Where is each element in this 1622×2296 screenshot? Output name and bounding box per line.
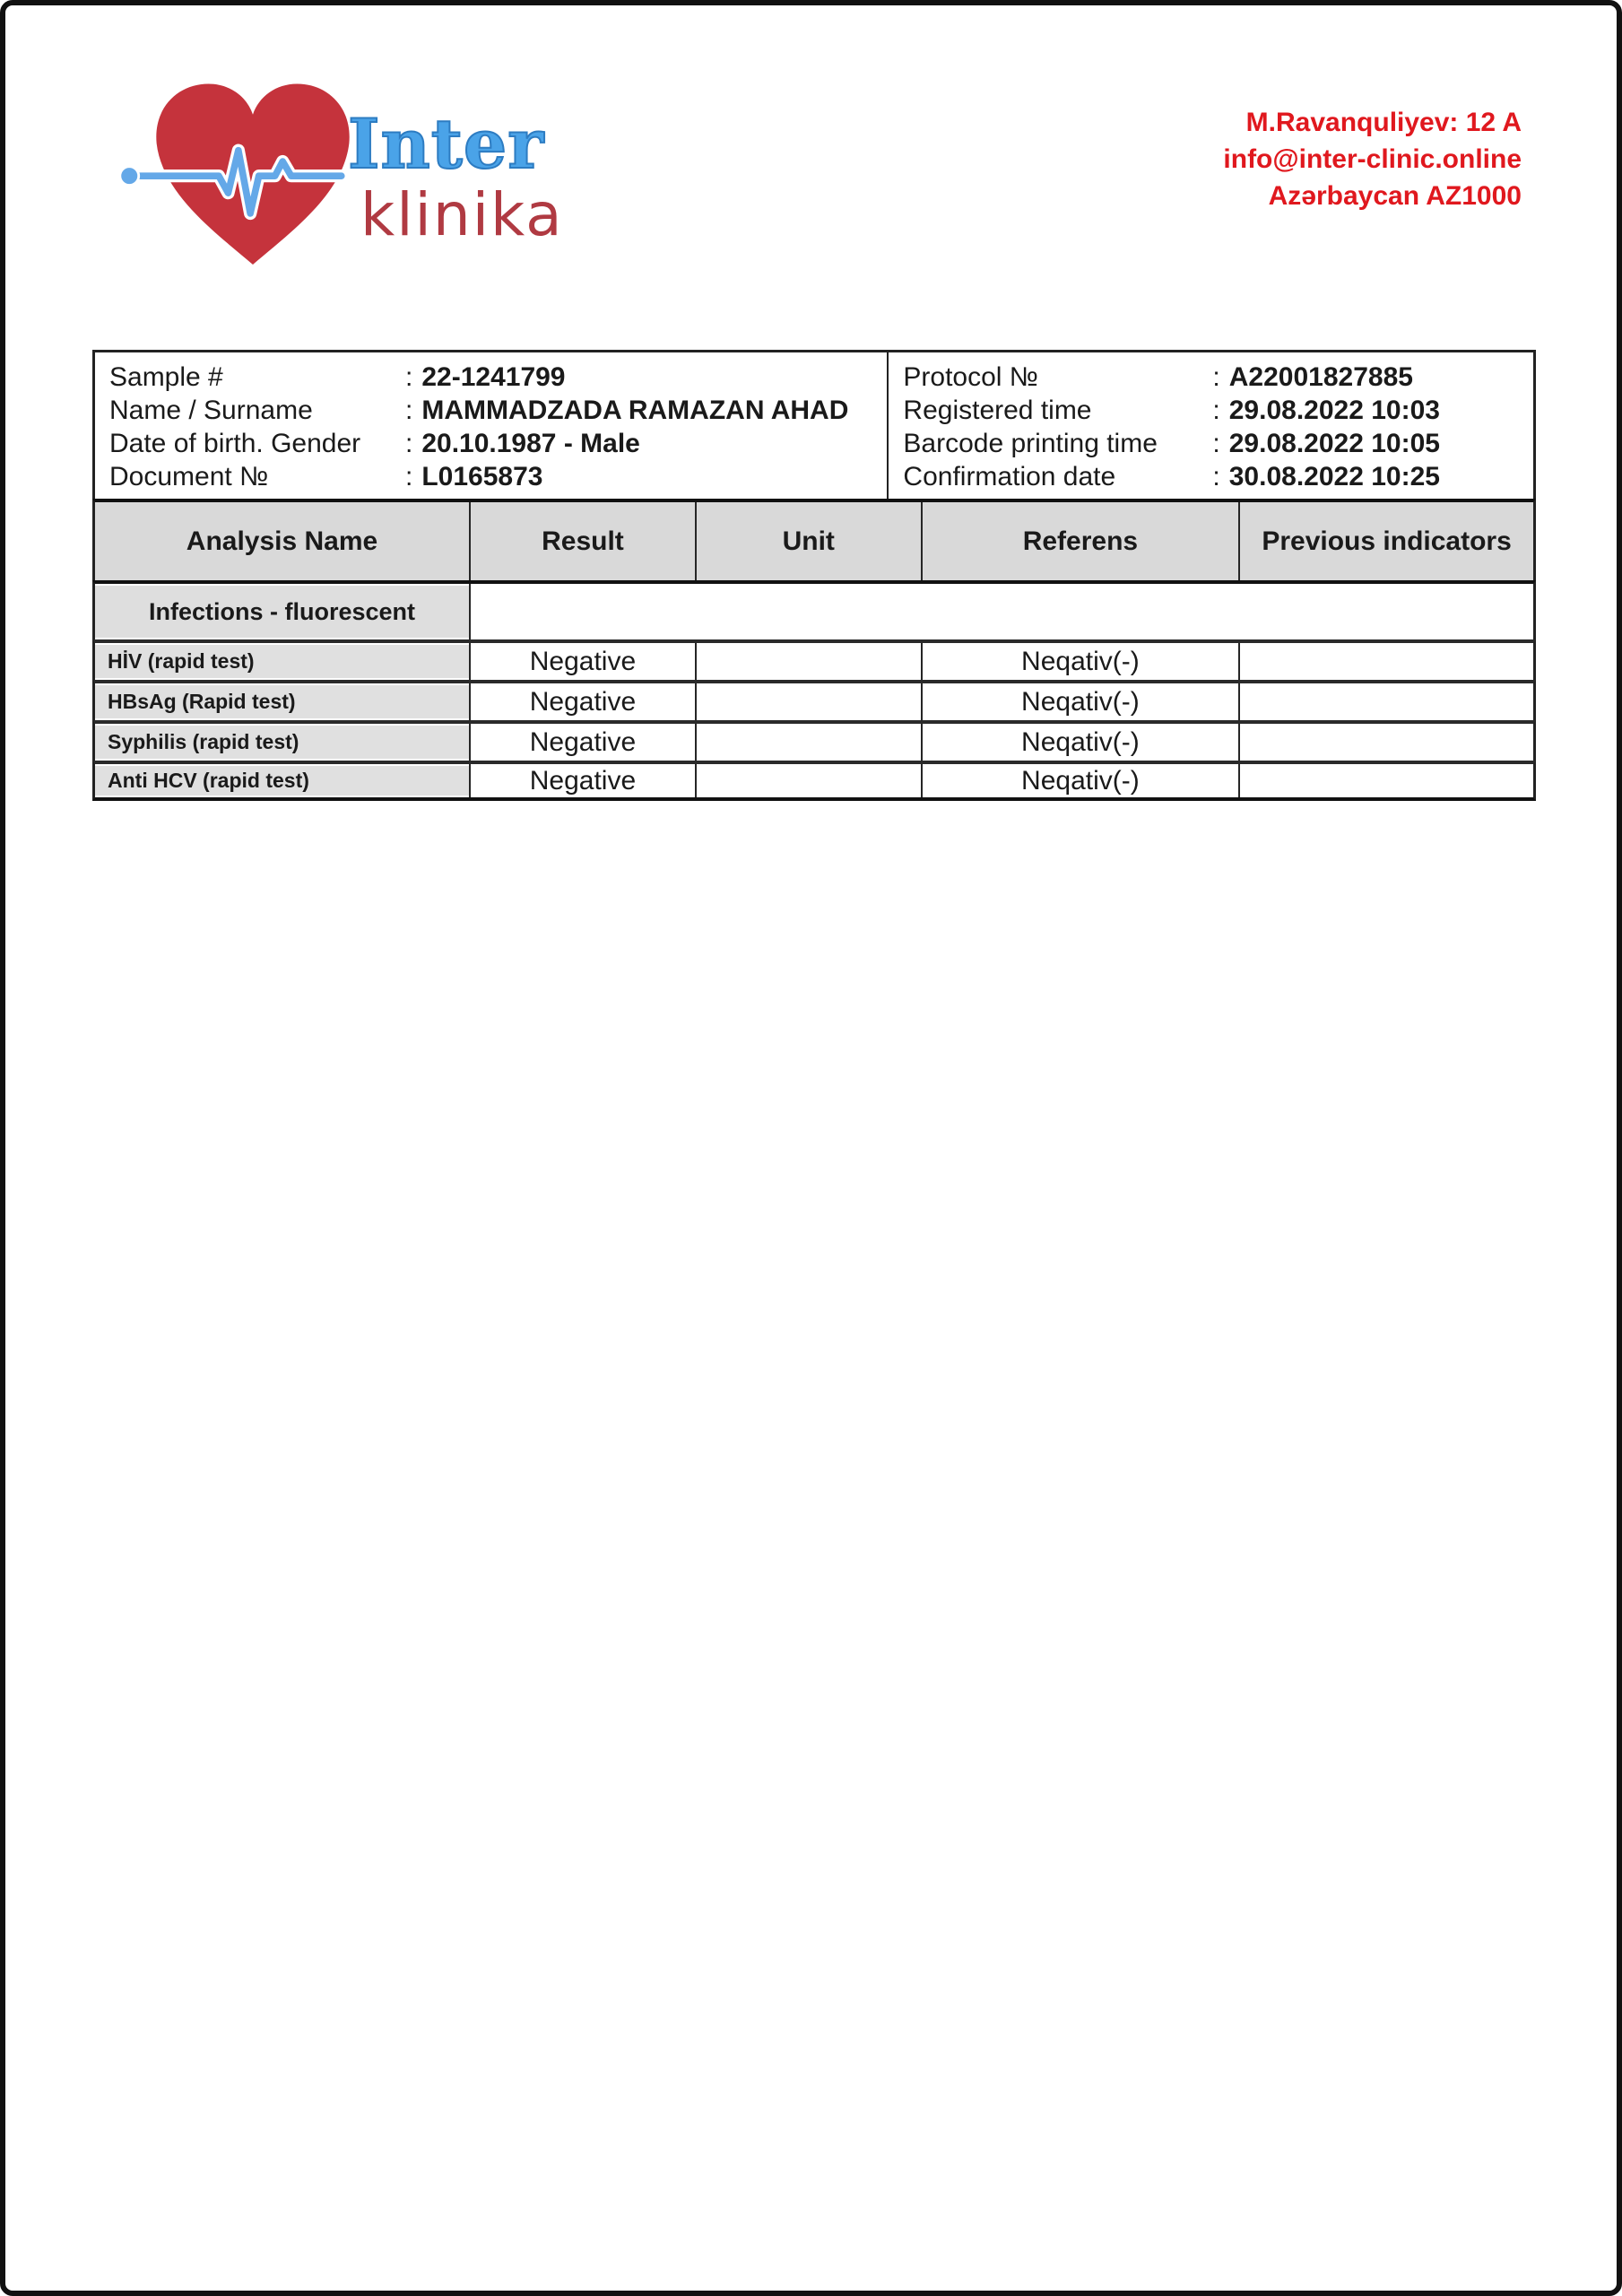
contact-email: info@inter-clinic.online — [1223, 144, 1522, 174]
unit-value — [695, 724, 921, 761]
info-row-confirmation — [903, 460, 1533, 493]
info-value: 30.08.2022 10:25 — [1228, 462, 1440, 491]
header-result: Result — [469, 502, 695, 580]
colon: : — [1212, 462, 1220, 491]
unit-value — [695, 764, 921, 797]
analysis-name: Anti HCV (rapid test) — [95, 764, 469, 797]
info-value: MAMMADZADA RAMAZAN AHAD — [421, 396, 849, 425]
info-row-name — [109, 394, 887, 427]
contact-country: Azərbaycan AZ1000 — [1268, 181, 1522, 211]
info-row-birth-gender — [109, 427, 887, 460]
header-previous: Previous indicators — [1238, 502, 1533, 580]
referens-value: Neqativ(-) — [921, 643, 1238, 680]
brand-name: Inter — [348, 104, 545, 184]
info-value: 20.10.1987 - Male — [421, 429, 640, 458]
info-row-barcode — [903, 427, 1533, 460]
header-unit: Unit — [695, 502, 921, 580]
analysis-name: Syphilis (rapid test) — [95, 724, 469, 761]
previous-value — [1238, 683, 1533, 720]
table-row — [92, 639, 1536, 680]
info-label: Barcode printing time — [903, 429, 1158, 458]
ekg-dot — [120, 167, 139, 186]
info-row-document — [109, 460, 887, 493]
info-value: 22-1241799 — [421, 362, 566, 392]
info-value: L0165873 — [421, 462, 543, 491]
colon: : — [1212, 429, 1220, 458]
info-label: Protocol № — [903, 362, 1038, 392]
previous-value — [1238, 764, 1533, 797]
previous-value — [1238, 643, 1533, 680]
header-analysis-name: Analysis Name — [95, 502, 469, 580]
brand-subname: klinika — [360, 180, 564, 249]
result-value: Negative — [469, 764, 695, 797]
colon: : — [405, 362, 413, 392]
header-referens: Referens — [921, 502, 1238, 580]
result-value: Negative — [469, 683, 695, 720]
info-value: 29.08.2022 10:05 — [1228, 429, 1440, 458]
info-value: 29.08.2022 10:03 — [1228, 396, 1440, 425]
colon: : — [405, 429, 413, 458]
clinic-contact — [1223, 104, 1522, 214]
colon: : — [405, 462, 413, 491]
info-label: Registered time — [903, 396, 1092, 425]
table-header-row — [92, 499, 1536, 580]
referens-value: Neqativ(-) — [921, 724, 1238, 761]
clinic-logo — [117, 49, 601, 274]
result-value: Negative — [469, 643, 695, 680]
info-row-registered — [903, 394, 1533, 427]
colon: : — [1212, 396, 1220, 425]
patient-info-left — [95, 352, 889, 499]
info-label: Name / Surname — [109, 396, 313, 425]
info-label: Document № — [109, 462, 269, 491]
referens-value: Neqativ(-) — [921, 683, 1238, 720]
table-row — [92, 680, 1536, 720]
table-row — [92, 720, 1536, 761]
previous-value — [1238, 724, 1533, 761]
result-value: Negative — [469, 724, 695, 761]
info-label: Date of birth. Gender — [109, 429, 361, 458]
unit-value — [695, 643, 921, 680]
table-row — [92, 761, 1536, 801]
section-title: Infections - fluorescent — [95, 584, 469, 639]
colon: : — [405, 396, 413, 425]
analysis-name: HBsAg (Rapid test) — [95, 683, 469, 720]
patient-info-right — [889, 352, 1533, 499]
info-label: Sample # — [109, 362, 223, 392]
lab-report-table — [92, 350, 1536, 801]
section-empty — [469, 584, 1533, 639]
info-row-sample — [109, 361, 887, 394]
analysis-name: HİV (rapid test) — [95, 643, 469, 680]
info-value: A22001827885 — [1228, 362, 1413, 392]
section-row — [92, 580, 1536, 639]
heart-ekg-icon — [117, 49, 372, 274]
info-label: Confirmation date — [903, 462, 1116, 491]
unit-value — [695, 683, 921, 720]
colon: : — [1212, 362, 1220, 392]
contact-address-line: M.Ravanquliyev: 12 A — [1245, 108, 1522, 137]
info-row-protocol — [903, 361, 1533, 394]
referens-value: Neqativ(-) — [921, 764, 1238, 797]
patient-info-box — [92, 350, 1536, 499]
